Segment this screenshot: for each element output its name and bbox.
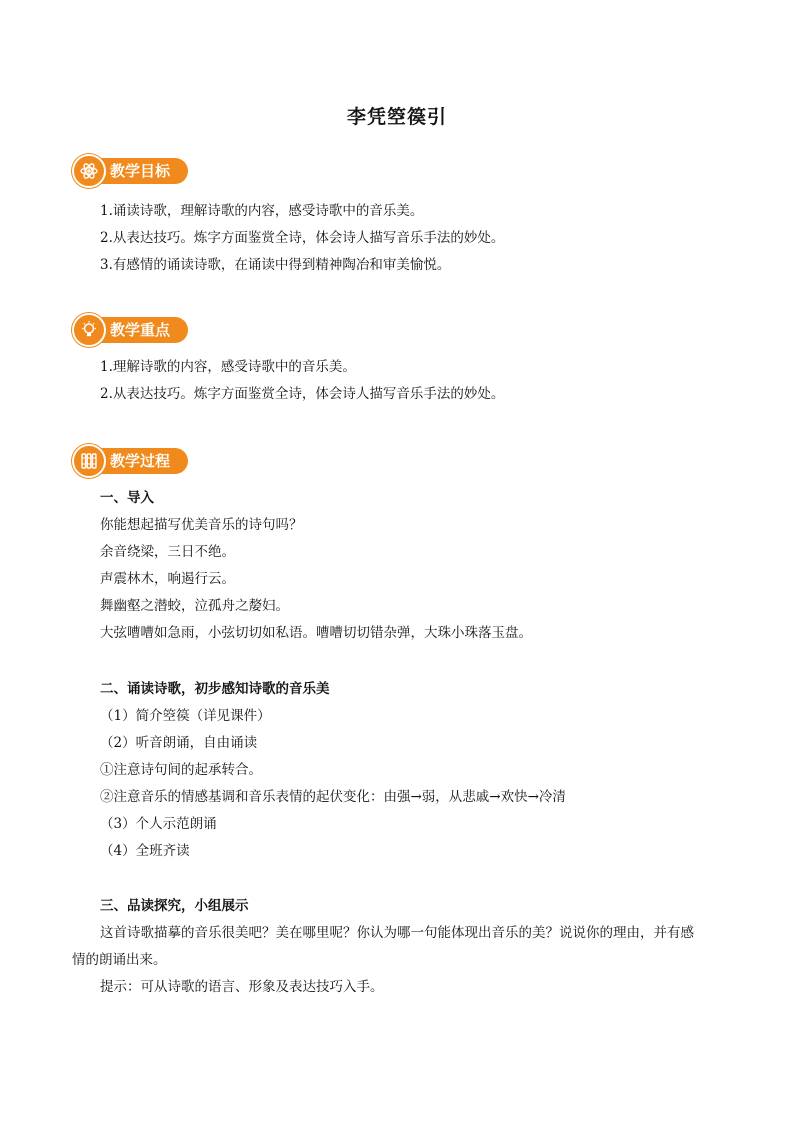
goal-item: 1.诵读诗歌，理解诗歌的内容，感受诗歌中的音乐美。 <box>100 203 424 219</box>
process-part1-heading: 一、导入 <box>100 490 154 506</box>
process-line: 你能想起描写优美音乐的诗句吗？ <box>100 517 303 533</box>
process-line: （2）听音朗诵，自由诵读 <box>100 735 258 751</box>
process-part3-heading: 三、品读探究，小组展示 <box>100 898 249 914</box>
page-title: 李凭箜篌引 <box>346 106 447 128</box>
section-label: 教学重点 <box>110 321 171 339</box>
section-badge-key-points <box>72 314 188 346</box>
process-line: ①注意诗句间的起承转合。 <box>100 762 262 778</box>
books-icon <box>72 444 106 478</box>
process-line: （3）个人示范朗诵 <box>100 816 217 832</box>
process-line: （4）全班齐读 <box>100 843 190 859</box>
process-line: 提示：可从诗歌的语言、形象及表达技巧入手。 <box>100 979 384 995</box>
process-line: 这首诗歌描摹的音乐很美吧？美在哪里呢？你认为哪一句能体现出音乐的美？说说你的理由，并有感 <box>100 925 694 941</box>
goal-item: 3.有感情的诵读诗歌，在诵读中得到精神陶冶和审美愉悦。 <box>100 257 451 273</box>
process-line: 舞幽壑之潜蛟，泣孤舟之嫠妇。 <box>100 598 289 614</box>
atom-icon <box>72 154 106 188</box>
section-badge-process <box>72 445 188 477</box>
process-part2-heading: 二、诵读诗歌，初步感知诗歌的音乐美 <box>100 681 330 697</box>
section-label: 教学过程 <box>110 452 171 470</box>
section-label: 教学目标 <box>110 162 171 180</box>
process-line: （1）简介箜篌（详见课件） <box>100 708 271 724</box>
process-line: 大弦嘈嘈如急雨，小弦切切如私语。嘈嘈切切错杂弹，大珠小珠落玉盘。 <box>100 625 532 641</box>
key-point-item: 1.理解诗歌的内容，感受诗歌中的音乐美。 <box>100 359 356 375</box>
process-line: 情的朗诵出来。 <box>72 952 167 968</box>
section-badge-goals <box>72 155 188 187</box>
process-line: 声震林木，响遏行云。 <box>100 571 235 587</box>
goal-item: 2.从表达技巧。炼字方面鉴赏全诗，体会诗人描写音乐手法的妙处。 <box>100 230 505 246</box>
lightbulb-icon <box>72 313 106 347</box>
key-point-item: 2.从表达技巧。炼字方面鉴赏全诗，体会诗人描写音乐手法的妙处。 <box>100 386 505 402</box>
process-line: 余音绕梁，三日不绝。 <box>100 544 235 560</box>
process-line: ②注意音乐的情感基调和音乐表情的起伏变化：由强→弱，从悲戚→欢快→冷清 <box>100 789 566 805</box>
